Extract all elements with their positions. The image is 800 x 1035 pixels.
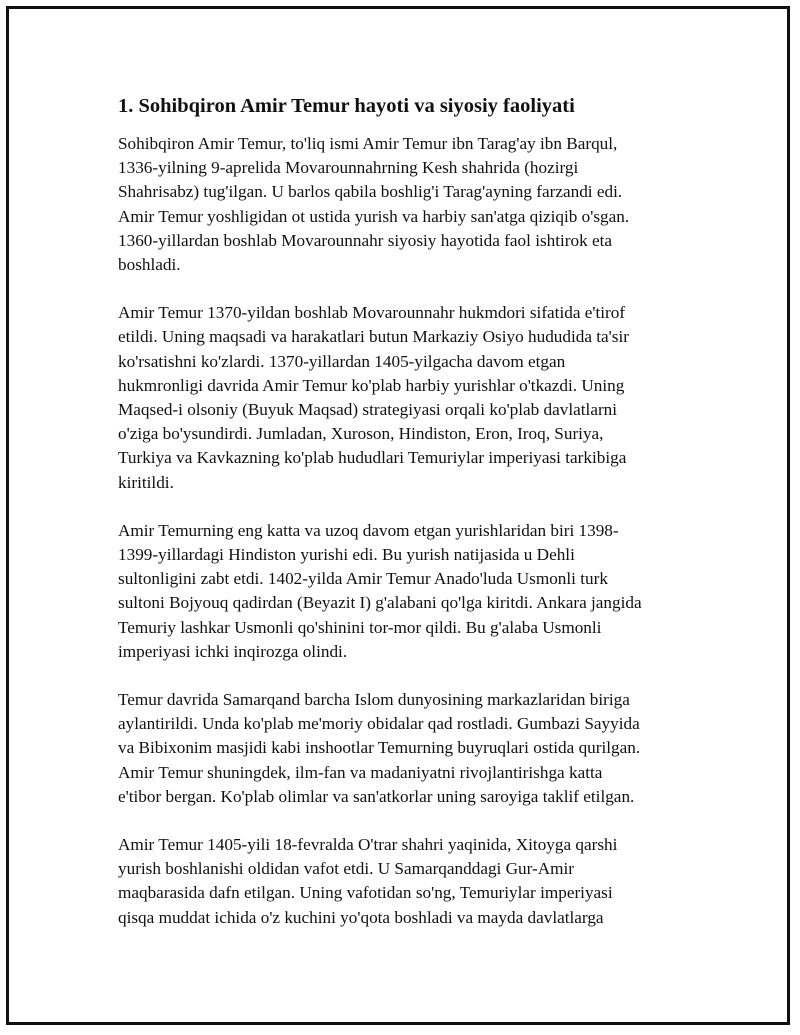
paragraph-line: Temuriy lashkar Usmonli qo'shinini tor-mor qildi. Bu g'alaba Usmonli — [118, 617, 602, 637]
paragraph-line: boshladi. — [118, 255, 181, 275]
paragraph-line: Shahrisabz) tug'ilgan. U barlos qabila boshlig'i Tarag'ayning farzandi edi. — [118, 182, 623, 202]
paragraph — [118, 301, 708, 495]
paragraph-line: 1399-yillardagi Hindiston yurishi edi. Bu yurish natijasida u Dehli — [118, 545, 575, 565]
paragraph-line: Amir Temur shuningdek, ilm-fan va madaniyatni rivojlantirishga katta — [118, 762, 603, 782]
paragraph-line: imperiyasi ichki inqirozga olindi. — [118, 641, 348, 661]
paragraph-line: qisqa muddat ichida o'z kuchini yo'qota boshladi va mayda davlatlarga — [118, 907, 604, 927]
paragraph-line: Temur davrida Samarqand barcha Islom dunyosining markazlaridan biriga — [118, 690, 630, 710]
paragraph-line: aylantirildi. Unda ko'plab me'moriy obidalar qad rostladi. Gumbazi Sayyida — [118, 714, 640, 734]
paragraph — [118, 519, 708, 664]
paragraph-line: Amir Temurning eng katta va uzoq davom etgan yurishlaridan biri 1398- — [118, 520, 619, 540]
paragraph — [118, 833, 708, 930]
paragraph-line: sultonligini zabt etdi. 1402-yilda Amir Temur Anado'luda Usmonli turk — [118, 569, 608, 589]
paragraph-line: 1336-yilning 9-aprelida Movarounnahrning Kesh shahrida (hozirgi — [118, 158, 579, 178]
paragraph-line: sultoni Bojyouq qadirdan (Beyazit I) g'alabani qo'lga kiritdi. Ankara jangida — [118, 593, 642, 613]
paragraph-line: e'tibor bergan. Ko'plab olimlar va san'atkorlar uning saroyiga taklif etilgan. — [118, 786, 635, 806]
paragraph — [118, 688, 708, 809]
paragraph-line: Amir Temur yoshligidan ot ustida yurish va harbiy san'atga qiziqib o'sgan. — [118, 206, 630, 226]
paragraphs-container — [118, 132, 708, 930]
paragraph-line: Sohibqiron Amir Temur, to'liq ismi Amir Temur ibn Tarag'ay ibn Barqul, — [118, 134, 618, 153]
paragraph-line: yurish boshlanishi oldidan vafot etdi. U Samarqanddagi Gur-Amir — [118, 859, 574, 879]
section-heading: 1. Sohibqiron Amir Temur hayoti va siyosiy faoliyati — [118, 95, 575, 117]
paragraph-line: Turkiya va Kavkazning ko'plab hududlari Temuriylar imperiyasi tarkibiga — [118, 448, 627, 468]
paragraph-line: kiritildi. — [118, 472, 174, 492]
paragraph-line: Amir Temur 1370-yildan boshlab Movarounnahr hukmdori sifatida e'tirof — [118, 303, 626, 323]
paragraph-line: hukmronligi davrida Amir Temur ko'plab harbiy yurishlar o'tkazdi. Uning — [118, 375, 625, 395]
paragraph-line: Maqsed-i olsoniy (Buyuk Maqsad) strategiyasi orqali ko'plab davlatlarni — [118, 400, 618, 420]
paragraph-line: Amir Temur 1405-yili 18-fevralda O'trar shahri yaqinida, Xitoyga qarshi — [118, 835, 618, 855]
paragraph-line: etildi. Uning maqsadi va harakatlari butun Markaziy Osiyo hududida ta'sir — [118, 327, 629, 347]
document-body — [118, 92, 708, 954]
paragraph — [118, 132, 708, 277]
paragraph-line: va Bibixonim masjidi kabi inshootlar Temurning buyruqlari ostida qurilgan. — [118, 738, 641, 758]
paragraph-line: o'ziga bo'ysundirdi. Jumladan, Xuroson, Hindiston, Eron, Iroq, Suriya, — [118, 424, 604, 444]
paragraph-line: 1360-yillardan boshlab Movarounnahr siyosiy hayotida faol ishtirok eta — [118, 230, 613, 250]
paragraph-line: maqbarasida dafn etilgan. Uning vafotidan so'ng, Temuriylar imperiyasi — [118, 883, 613, 903]
paragraph-line: ko'rsatishni ko'zlardi. 1370-yillardan 1405-yilgacha davom etgan — [118, 351, 566, 371]
